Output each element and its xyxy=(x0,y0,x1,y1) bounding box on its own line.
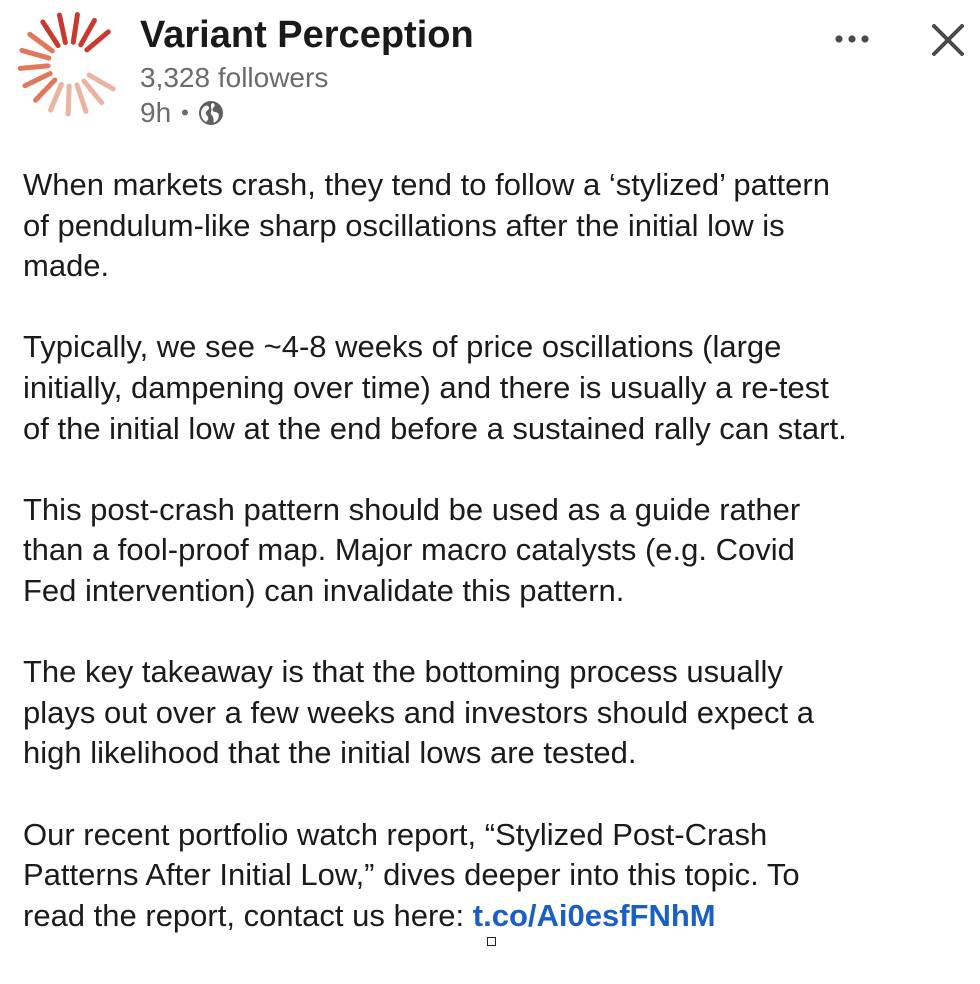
logo-ray xyxy=(20,66,48,68)
logo-ray xyxy=(36,80,55,100)
post-paragraph: The key takeaway is that the bottoming process usually plays out over a few weeks and investors should expect a high likelihood that the initial lows are tested. xyxy=(23,654,814,771)
logo-ray xyxy=(87,32,108,50)
company-name[interactable]: Variant Perception xyxy=(140,14,474,56)
post-paragraph: When markets crash, they tend to follow a ‘stylized’ pattern of pendulum-like sharp oscillations after the initial low is made. xyxy=(23,167,830,284)
logo-ray xyxy=(51,84,62,110)
text-cursor-marker xyxy=(487,937,496,946)
logo-ray xyxy=(25,74,50,86)
post-paragraph-final xyxy=(23,815,973,937)
logo-ray xyxy=(43,22,58,46)
report-link[interactable]: t.co/Ai0esfFNhM xyxy=(472,897,716,933)
post-paragraph: This post-crash pattern should be used as a guide rather than a fool-proof map. Major macro catalysts (e.g. Covid Fed intervention) can invalidate this pattern. xyxy=(23,491,801,608)
close-icon xyxy=(931,23,965,57)
follower-count: 3,328 followers xyxy=(140,62,329,93)
close-button[interactable] xyxy=(922,14,974,66)
post-meta xyxy=(140,96,224,130)
logo-ray xyxy=(22,50,49,58)
logo-ray xyxy=(81,20,95,44)
more-options-button[interactable] xyxy=(826,22,878,56)
logo-ray xyxy=(84,81,102,103)
logo-ray xyxy=(59,15,65,42)
logo-ray xyxy=(73,15,77,43)
post-text xyxy=(23,165,973,977)
variant-perception-logo[interactable] xyxy=(16,10,124,118)
logo-ray xyxy=(30,34,53,51)
logo-ray xyxy=(89,75,113,89)
meta-separator: • xyxy=(181,100,189,125)
more-horizontal-icon xyxy=(834,34,870,44)
globe-icon xyxy=(198,100,224,126)
logo-ray xyxy=(68,86,69,114)
post-paragraph: Typically, we see ~4-8 weeks of price oscillations (large initially, dampening over time) and there is usually a re-test of the initial low at the end before a sustained rally can start. xyxy=(23,329,847,446)
post-header xyxy=(0,0,980,140)
logo-ray xyxy=(77,85,86,112)
post-paragraph-final-text: Our recent portfolio watch report, “Stylized Post-Crash Patterns After Initial Low,” dives deeper into this topic. To read the report, contact us here: xyxy=(23,816,800,933)
post-time: 9h xyxy=(140,97,172,128)
